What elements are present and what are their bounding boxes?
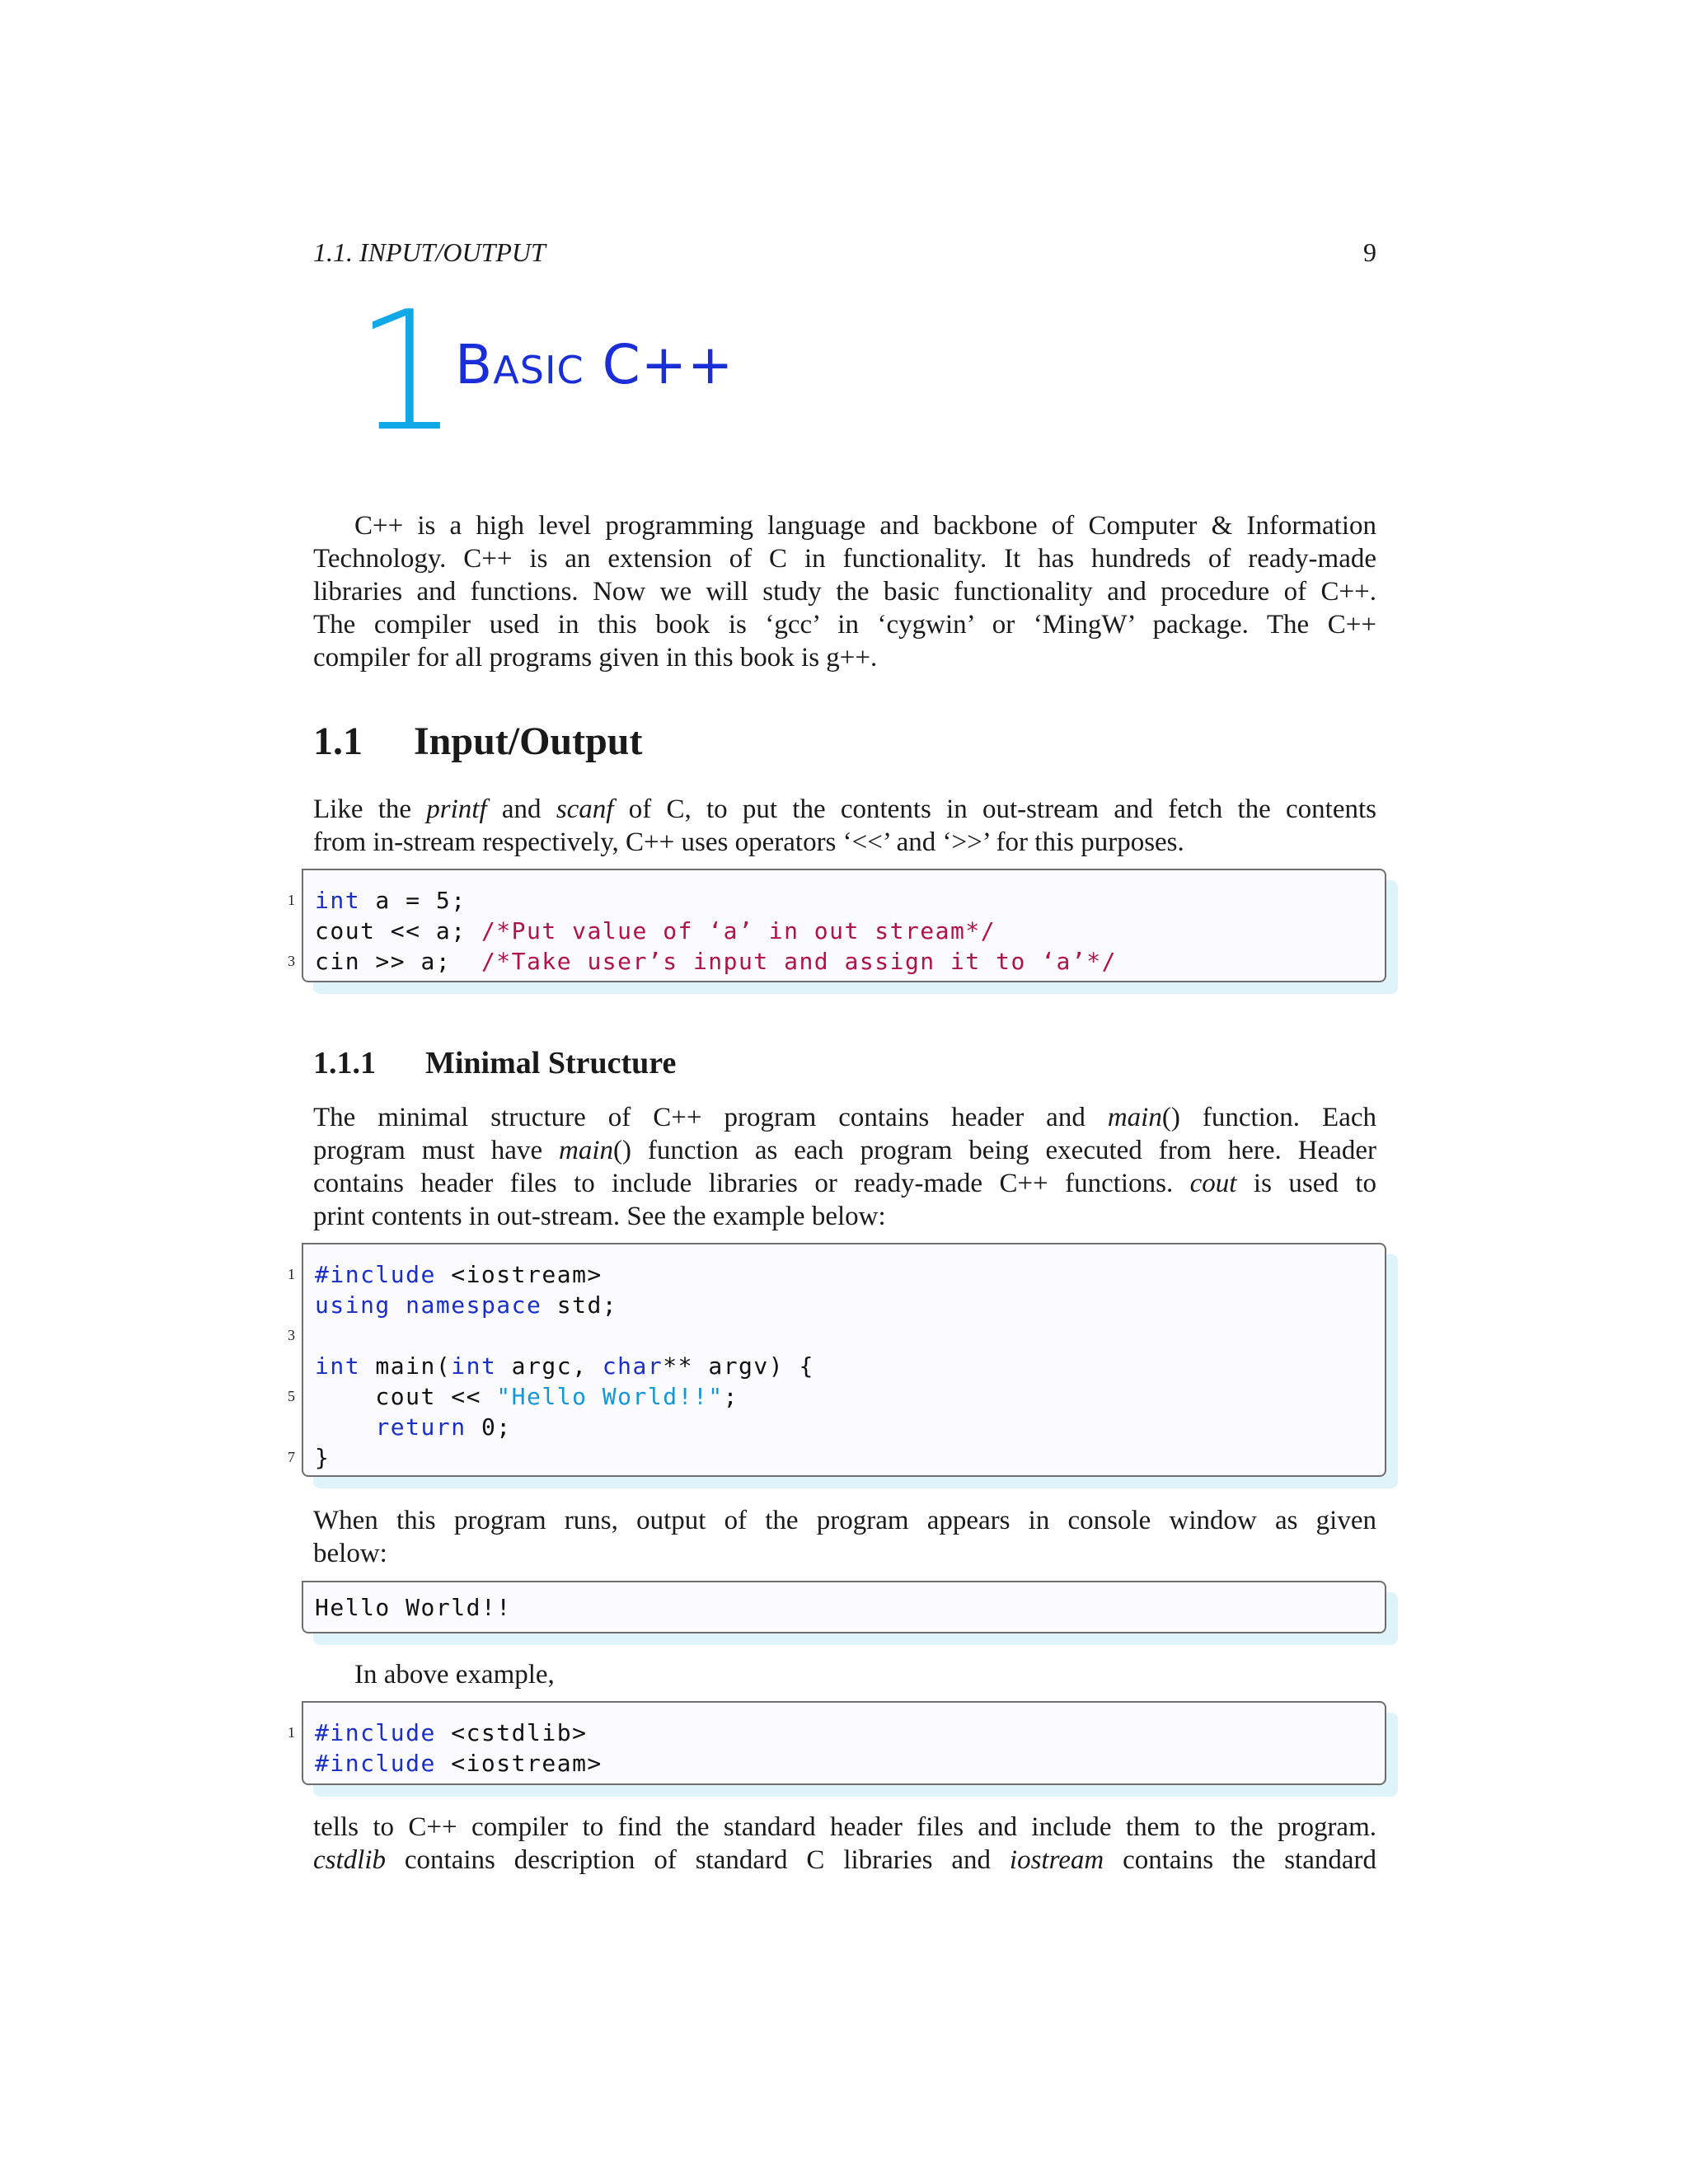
console-output-text: Hello World!! bbox=[315, 1594, 512, 1621]
code-line: return 0; bbox=[375, 1413, 512, 1441]
subsection-para-line: program must have main() function as each program being executed from here. Header bbox=[313, 1136, 1376, 1165]
section-title: Input/Output bbox=[414, 719, 643, 763]
subsection-para-line: print contents in out-stream. See the example below: bbox=[313, 1202, 886, 1231]
chapter-title: Basic C++ bbox=[455, 333, 734, 396]
section-paragraph bbox=[313, 793, 1376, 859]
code-line: 7 } bbox=[288, 1444, 331, 1471]
section-number: 1.1 bbox=[313, 719, 363, 763]
code-line: 3 bbox=[288, 1327, 295, 1343]
output-paragraph bbox=[313, 1504, 1376, 1570]
subsection-title: Minimal Structure bbox=[425, 1046, 677, 1080]
code-line: 5 cout << "Hello World!!"; bbox=[288, 1383, 739, 1410]
code-line: 3 cin >> a; /*Take user’s input and assign it to ‘a’*/ bbox=[288, 948, 1117, 975]
section-para-line: Like the printf and scanf of C, to put the contents in out-stream and fetch the contents bbox=[313, 794, 1377, 824]
code-line: 1 #include <iostream> bbox=[288, 1261, 603, 1288]
output-para-line: When this program runs, output of the program appears in console window as given bbox=[313, 1506, 1376, 1535]
intro-line: libraries and functions. Now we will study the basic functionality and procedure of C++. bbox=[313, 577, 1376, 607]
example-intro: In above example, bbox=[354, 1660, 555, 1690]
subsection-para-line: contains header files to include libraries or ready-made C++ functions. cout is used to bbox=[313, 1169, 1376, 1198]
code-line: cout << a; /*Put value of ‘a’ in out stream*/ bbox=[315, 917, 996, 944]
code-block-includes bbox=[288, 1701, 1386, 1785]
code-line: #include <iostream> bbox=[315, 1750, 603, 1777]
intro-line: compiler for all programs given in this book is g++. bbox=[313, 643, 878, 673]
page-number: 9 bbox=[1363, 237, 1376, 267]
section-para-line: from in-stream respectively, C++ uses operators ‘<<’ and ‘>>’ for this purposes. bbox=[313, 827, 1184, 857]
chapter-number: 1 bbox=[354, 276, 460, 468]
intro-line: C++ is a high level programming language and backbone of Computer & Information bbox=[354, 511, 1376, 541]
subsection-paragraph bbox=[313, 1101, 1376, 1233]
subsection-heading bbox=[313, 1045, 1376, 1081]
intro-line: Technology. C++ is an extension of C in functionality. It has hundreds of ready-made bbox=[313, 544, 1376, 574]
code-line: using namespace std; bbox=[315, 1291, 618, 1319]
code-block-io bbox=[288, 869, 1386, 982]
code-line: 1 int a = 5; bbox=[288, 887, 467, 914]
running-header-title: 1.1. INPUT/OUTPUT bbox=[313, 237, 546, 267]
final-paragraph bbox=[313, 1811, 1376, 1877]
output-para-line: below: bbox=[313, 1539, 387, 1568]
intro-line: The compiler used in this book is ‘gcc’ in ‘cygwin’ or ‘MingW’ package. The C++ bbox=[313, 610, 1376, 640]
subsection-para-line: The minimal structure of C++ program contains header and main() function. Each bbox=[313, 1103, 1377, 1132]
code-line: 1 #include <cstdlib> bbox=[288, 1719, 588, 1746]
final-para-line: tells to C++ compiler to find the standard header files and include them to the program. bbox=[313, 1812, 1376, 1842]
final-para-line: cstdlib contains description of standard C libraries and iostream contains the standard bbox=[313, 1845, 1376, 1875]
intro-paragraph bbox=[313, 509, 1376, 674]
section-heading bbox=[313, 719, 1376, 764]
console-output-block bbox=[302, 1581, 1386, 1633]
code-line: int main(int argc, char** argv) { bbox=[315, 1352, 814, 1380]
code-block-hello-world bbox=[288, 1243, 1386, 1477]
subsection-number: 1.1.1 bbox=[313, 1046, 376, 1080]
